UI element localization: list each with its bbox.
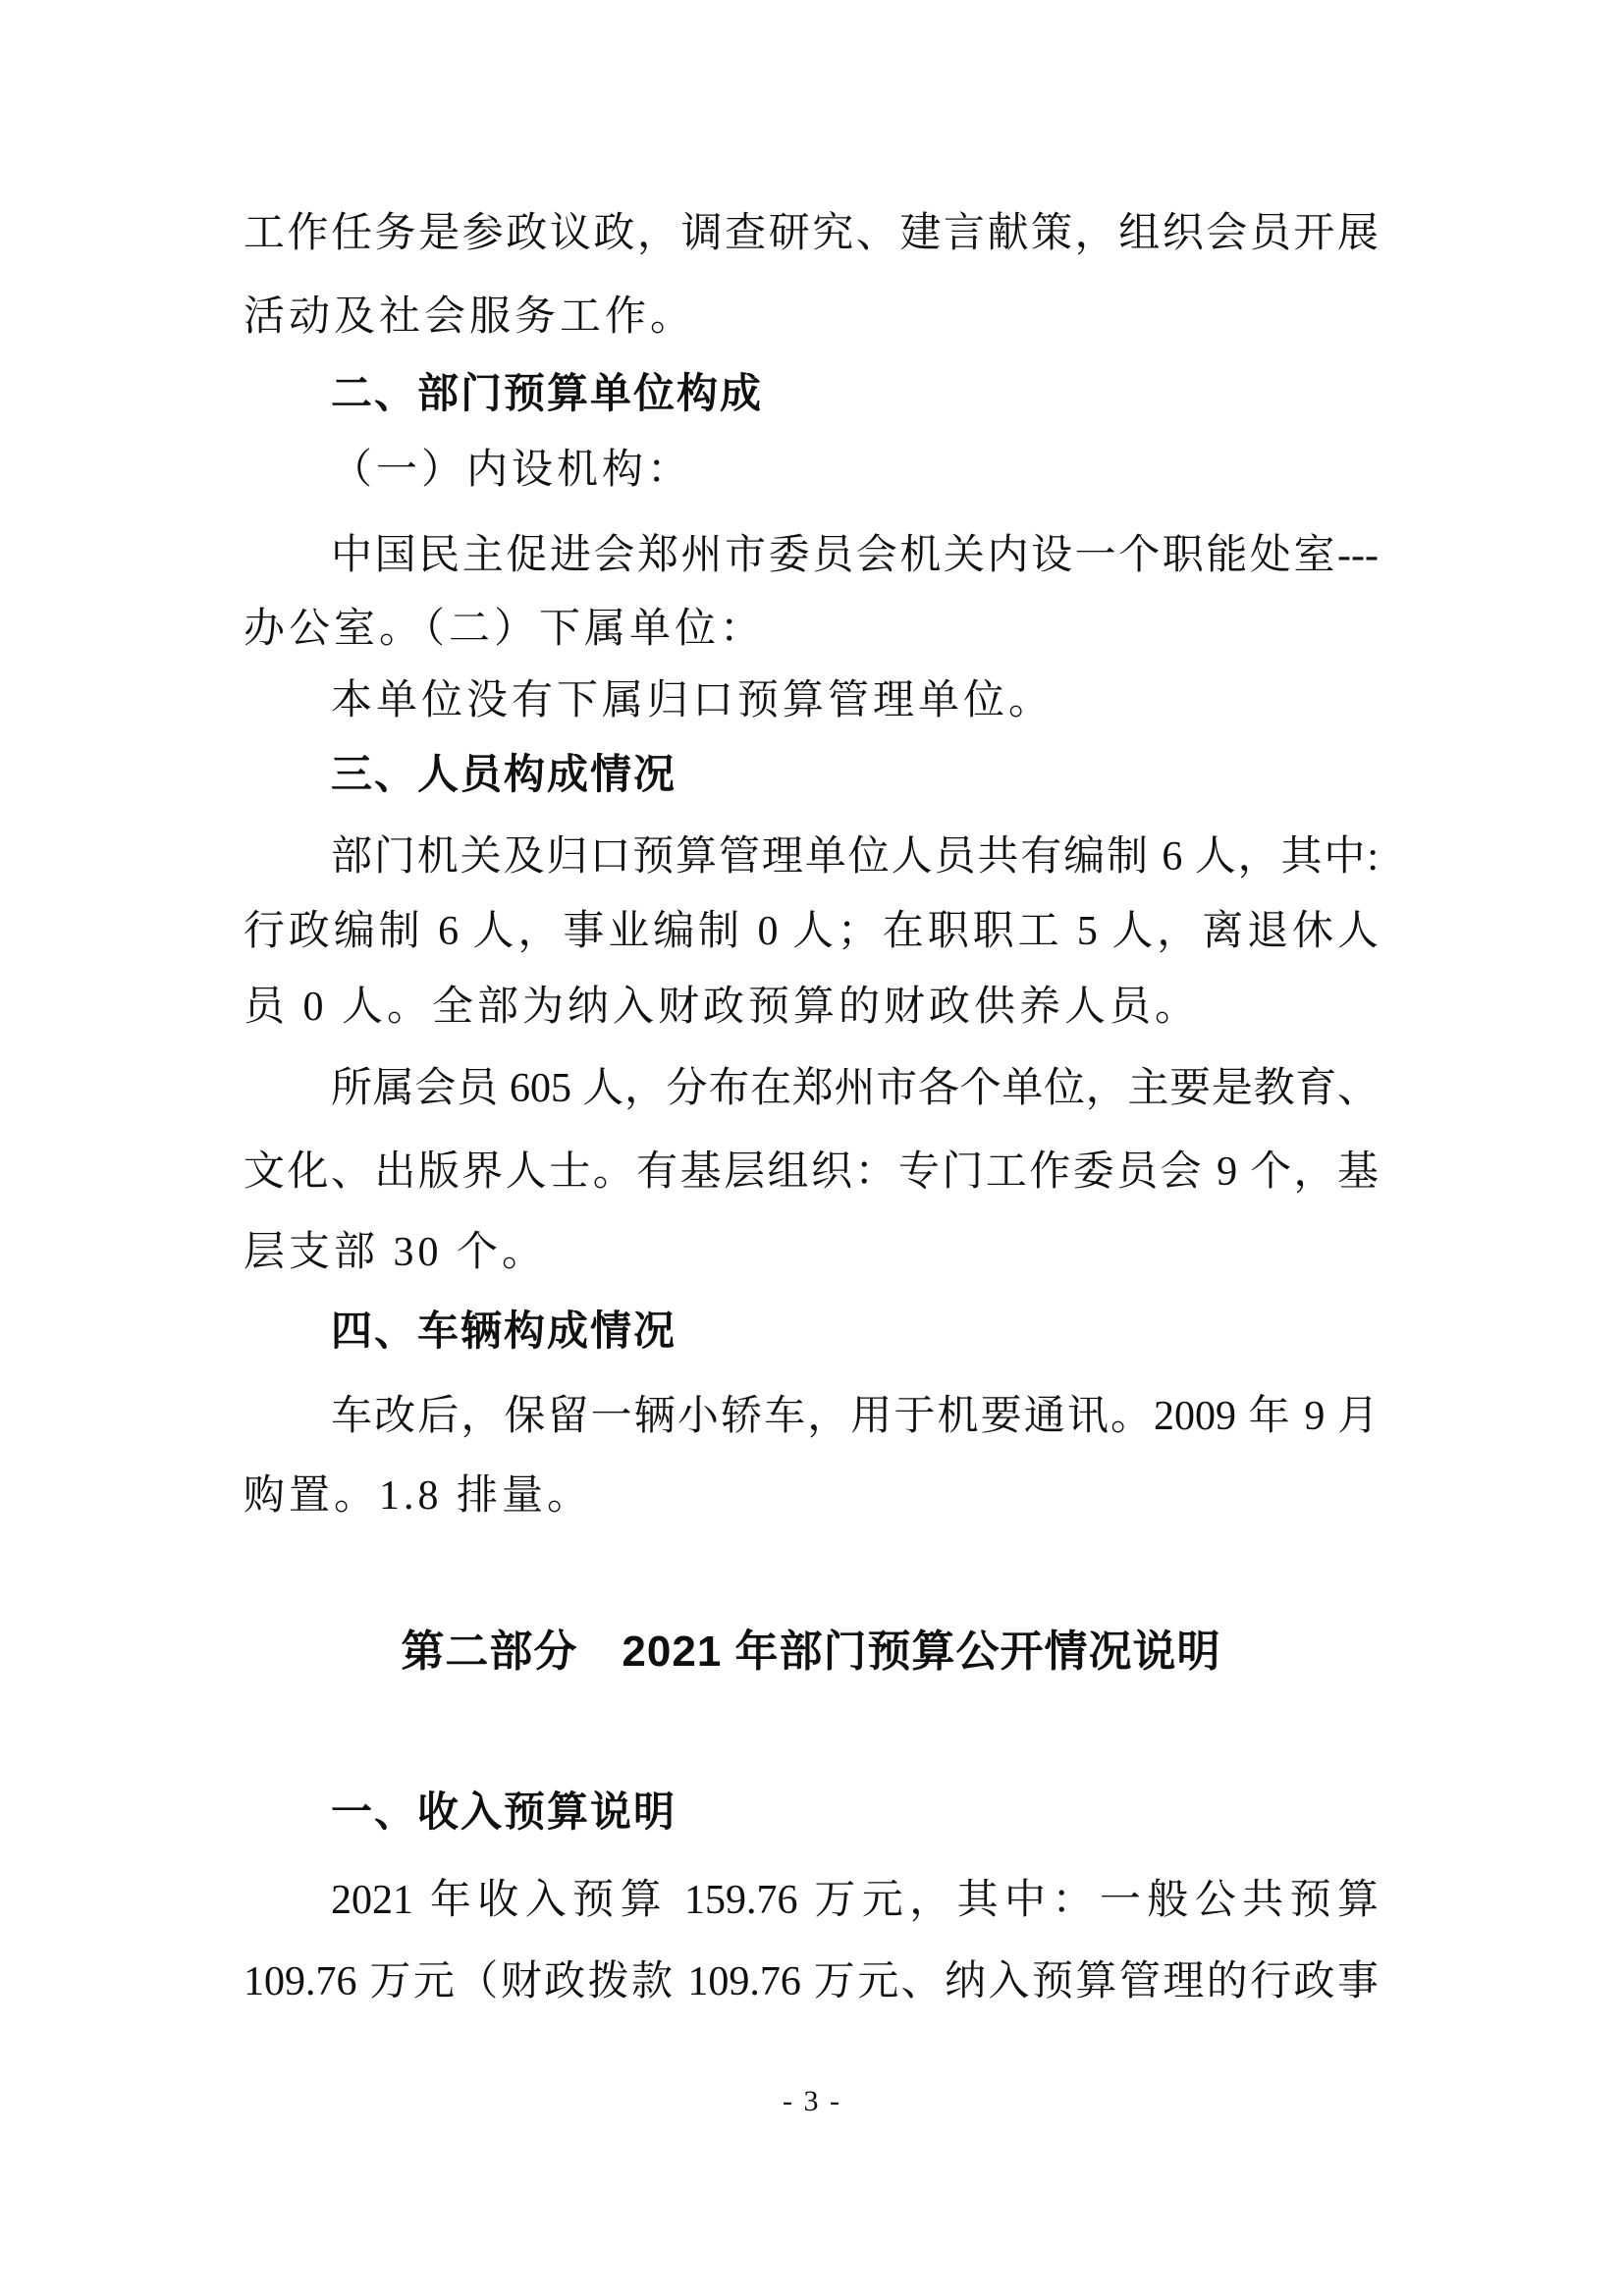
body-line: 工作任务是参政议政，调查研究、建言献策，组织会员开展	[244, 211, 1379, 256]
body-line: 中国民主促进会郑州市委员会机关内设一个职能处室---	[331, 533, 1379, 578]
body-line: 109.76 万元（财政拨款 109.76 万元、纳入预算管理的行政事	[244, 1959, 1379, 2004]
body-line-subordinate-units: 办公室。（二）下属单位：	[244, 607, 766, 652]
body-line: 活动及社会服务工作。	[244, 294, 696, 340]
body-line: 层支部 30 个。	[244, 1230, 548, 1275]
part-2-title: 第二部分 2021 年部门预算公开情况说明	[401, 1628, 1221, 1676]
body-line-income-budget: 2021 年收入预算 159.76 万元，其中：一般公共预算	[331, 1878, 1379, 1923]
body-line-members: 所属会员 605 人，分布在郑州市各个单位，主要是教育、	[331, 1066, 1379, 1111]
heading-section-3-personnel-composition: 三、人员构成情况	[331, 751, 677, 797]
body-line: 行政编制 6 人，事业编制 0 人；在职职工 5 人，离退休人	[244, 909, 1379, 954]
heading-section-4-vehicle-composition: 四、车辆构成情况	[331, 1308, 677, 1354]
body-line: 部门机关及归口预算管理单位人员共有编制 6 人，其中:	[331, 834, 1379, 880]
body-line: 本单位没有下属归口预算管理单位。	[331, 678, 1055, 723]
body-line-internal-organs: （一）内设机构：	[331, 448, 693, 493]
heading-income-budget-description: 一、收入预算说明	[331, 1789, 677, 1835]
body-line-vehicle: 车改后，保留一辆小轿车，用于机要通讯。2009 年 9 月	[331, 1394, 1379, 1439]
body-line: 购置。1.8 排量。	[244, 1473, 593, 1519]
body-line: 文化、出版界人士。有基层组织：专门工作委员会 9 个，基	[244, 1149, 1379, 1195]
heading-section-2-budget-unit-composition: 二、部门预算单位构成	[331, 370, 764, 416]
page-number: - 3 -	[783, 2085, 841, 2117]
body-line: 员 0 人。全部为纳入财政预算的财政供养人员。	[244, 985, 1201, 1030]
